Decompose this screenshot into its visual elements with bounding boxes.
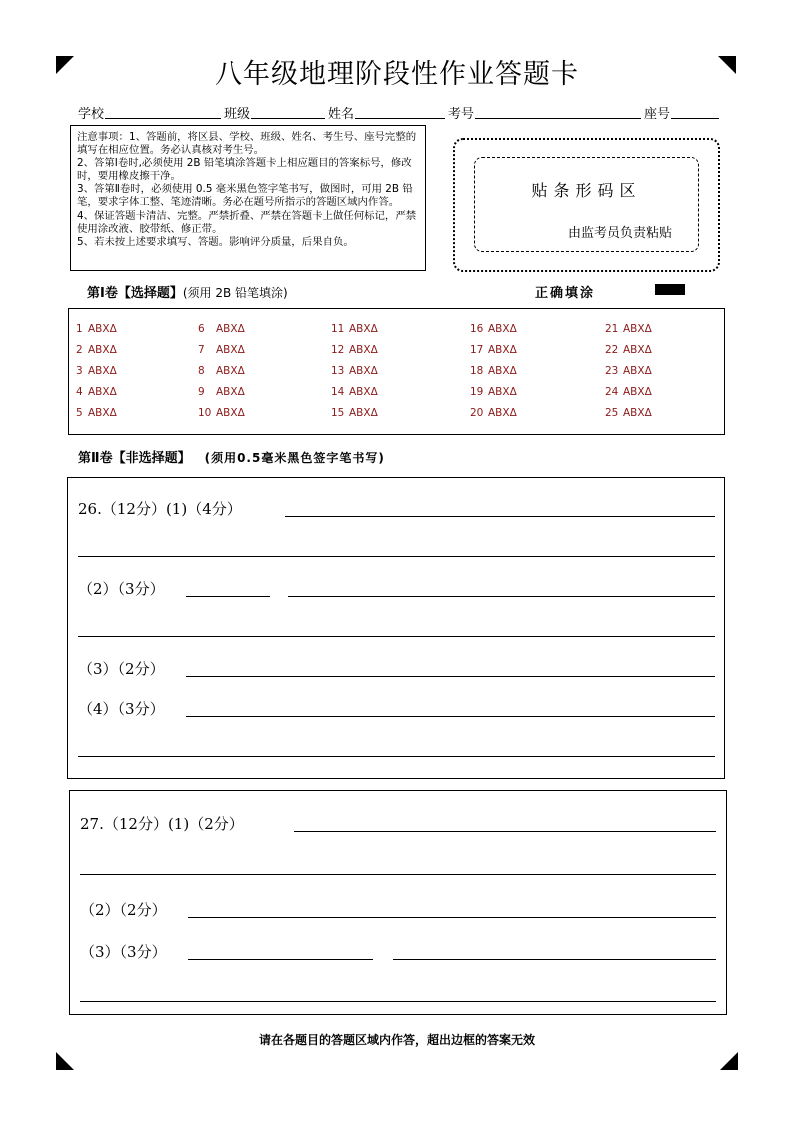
mc-options[interactable]: ABXΔ [216,407,245,419]
notice-item: 5、若未按上述要求填写、答题。影响评分质量，后果自负。 [77,235,354,248]
mc-options[interactable]: ABXΔ [88,365,117,377]
mc-question-17[interactable] [470,344,517,356]
mc-question-2[interactable] [76,344,117,356]
mc-options[interactable]: ABXΔ [88,407,117,419]
q26-p3-label: （3）（2分） [78,660,165,678]
mc-question-15[interactable] [331,407,378,419]
mc-options[interactable]: ABXΔ [349,344,378,356]
mc-number: 23 [605,365,619,377]
q27-p3-answer-line-2[interactable] [80,1001,716,1002]
mc-number: 4 [76,386,83,398]
mc-question-9[interactable] [198,386,245,398]
mc-number: 7 [198,344,205,356]
mc-question-25[interactable] [605,407,652,419]
q27-p3-label: （3）（3分） [80,943,167,961]
mc-options[interactable]: ABXΔ [216,344,245,356]
exam-no-field[interactable] [475,118,641,119]
mc-question-18[interactable] [470,365,517,377]
mc-question-3[interactable] [76,365,117,377]
q26-p2-label: （2）（3分） [78,580,165,598]
mc-options[interactable]: ABXΔ [623,407,652,419]
mc-question-16[interactable] [470,323,517,335]
q26-p3-answer-line[interactable] [186,676,715,677]
mc-number: 20 [470,407,484,419]
corner-marker-bottom-right [720,1052,738,1070]
mc-question-7[interactable] [198,344,245,356]
mc-question-5[interactable] [76,407,117,419]
mc-options[interactable]: ABXΔ [216,323,245,335]
mc-number: 16 [470,323,484,335]
mc-number: 21 [605,323,619,335]
footer-note: 请在各题目的答题区域内作答，超出边框的答案无效 [258,1033,535,1047]
correct-fill-sample [655,284,685,295]
q26-p1-answer-line-2[interactable] [78,556,715,557]
notice-item: 3、答第Ⅱ卷时，必须使用 0.5 毫米黑色签字笔书写，做图时，可用 2B 铅笔，要求字体工整、笔迹清晰。务必在题号所指示的答题区域内作答。 [77,183,413,209]
section1-label: 第Ⅰ卷【选择题】 [87,286,183,301]
name-label: 姓名 [328,107,355,122]
mc-options[interactable]: ABXΔ [216,386,245,398]
notice-box [70,125,426,271]
q27-p1-answer-line[interactable] [294,831,716,832]
q27-p2-answer-line[interactable] [188,917,716,918]
q27-p1-answer-line-2[interactable] [80,874,716,875]
q26-p2-answer-line-b[interactable] [288,596,715,597]
mc-options[interactable]: ABXΔ [88,386,117,398]
notice-item: 4、保证答题卡清洁、完整。严禁折叠、严禁在答题卡上做任何标记，严禁使用涂改液、胶带纸、修正带。 [77,209,417,235]
mc-number: 15 [331,407,345,419]
mc-question-24[interactable] [605,386,652,398]
mc-number: 22 [605,344,619,356]
page-title: 八年级地理阶段性作业答题卡 [215,59,579,90]
mc-options[interactable]: ABXΔ [349,323,378,335]
mc-question-14[interactable] [331,386,378,398]
mc-number: 5 [76,407,83,419]
section2-label: 第Ⅱ卷【非选择题】 [78,451,191,466]
mc-options[interactable]: ABXΔ [488,365,517,377]
q26-heading: 26.（12分）(1)（4分） [78,500,242,518]
q27-heading: 27.（12分）(1)（2分） [80,815,244,833]
mc-options[interactable]: ABXΔ [623,323,652,335]
q27-p2-label: （2）（2分） [80,901,167,919]
name-field[interactable] [355,118,445,119]
mc-question-20[interactable] [470,407,517,419]
mc-number: 11 [331,323,345,335]
mc-number: 2 [76,344,83,356]
mc-question-19[interactable] [470,386,517,398]
q26-p4-answer-line[interactable] [186,716,715,717]
mc-question-11[interactable] [331,323,378,335]
mc-question-6[interactable] [198,323,245,335]
q26-p4-answer-line-2[interactable] [78,756,715,757]
mc-number: 12 [331,344,345,356]
mc-number: 1 [76,323,83,335]
mc-number: 25 [605,407,619,419]
barcode-title: 贴条形码区 [531,181,642,200]
mc-question-8[interactable] [198,365,245,377]
mc-number: 6 [198,323,205,335]
q26-p2-answer-line-2[interactable] [78,636,715,637]
mc-question-12[interactable] [331,344,378,356]
class-field[interactable] [251,118,325,119]
correct-fill-label: 正确填涂 [535,286,596,301]
mc-number: 10 [198,407,212,419]
section2-note: (须用0.5毫米黑色签字笔书写) [204,451,385,465]
notice-item: 注意事项：1、答题前，将区县、学校、班级、姓名、考生号、座号完整的填写在相应位置。务必认真核对考生号。 [77,131,417,157]
mc-options[interactable]: ABXΔ [623,365,652,377]
seat-field[interactable] [671,118,719,119]
mc-number: 17 [470,344,484,356]
notice-item: 2、答第Ⅰ卷时,必须使用 2B 铅笔填涂答题卡上相应题目的答案标号，修改时，要用橡皮擦干净。 [77,157,412,183]
section2-header [78,447,385,466]
q26-p4-label: （4）（3分） [78,700,165,718]
q26-p1-answer-line[interactable] [285,516,715,517]
mc-number: 24 [605,386,619,398]
school-label: 学校 [78,107,105,122]
mc-options[interactable]: ABXΔ [88,323,117,335]
mc-question-4[interactable] [76,386,117,398]
mc-number: 19 [470,386,484,398]
mc-question-10[interactable] [198,407,245,419]
mc-options[interactable]: ABXΔ [216,365,245,377]
mc-question-13[interactable] [331,365,378,377]
q27-p3-answer-line-a[interactable] [188,959,373,960]
corner-marker-bottom-left [56,1052,74,1070]
mc-options[interactable]: ABXΔ [349,365,378,377]
mc-options[interactable]: ABXΔ [88,344,117,356]
mc-number: 14 [331,386,345,398]
mc-number: 18 [470,365,484,377]
mc-options[interactable]: ABXΔ [623,386,652,398]
mc-options[interactable]: ABXΔ [349,386,378,398]
mc-question-21[interactable] [605,323,652,335]
barcode-subtitle: 由监考员负责粘贴 [568,226,673,241]
mc-question-23[interactable] [605,365,652,377]
class-label: 班级 [224,107,251,122]
mc-options[interactable]: ABXΔ [488,344,517,356]
mc-options[interactable]: ABXΔ [488,407,517,419]
mc-question-22[interactable] [605,344,652,356]
mc-options[interactable]: ABXΔ [488,323,517,335]
q26-p2-answer-line-a[interactable] [186,596,270,597]
mc-number: 13 [331,365,345,377]
question-26-box [67,477,725,779]
mc-number: 3 [76,365,83,377]
mc-options[interactable]: ABXΔ [349,407,378,419]
mc-number: 8 [198,365,205,377]
q27-p3-answer-line-b[interactable] [393,959,716,960]
mc-question-1[interactable] [76,323,117,335]
mc-options[interactable]: ABXΔ [623,344,652,356]
exam-no-label: 考号 [448,107,475,122]
section1-header [87,282,288,301]
seat-label: 座号 [644,107,671,122]
mc-options[interactable]: ABXΔ [488,386,517,398]
school-field[interactable] [105,118,221,119]
mc-number: 9 [198,386,205,398]
section1-note: (须用 2B 铅笔填涂) [182,286,288,300]
